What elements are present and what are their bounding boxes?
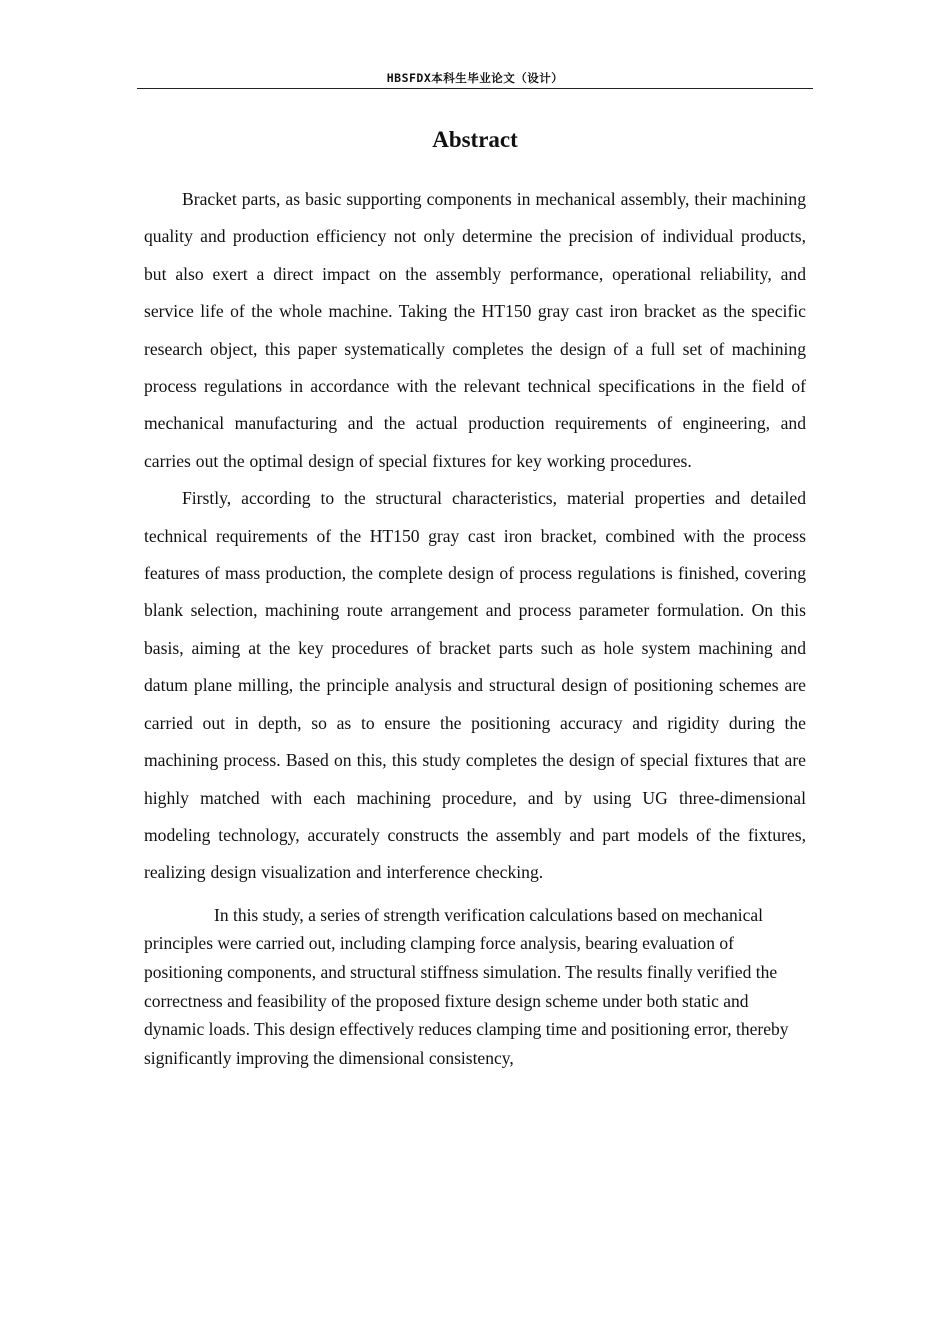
abstract-title: Abstract <box>432 127 518 152</box>
paragraph-1: Bracket parts, as basic supporting components in mechanical assembly, their machining quality and production efficiency not only determine the precision of individual products, but also exert a direct impact on the assembly performance, operational reliability, and service life of the whole machine. Taking the HT150 gray cast iron bracket as the specific research object, this paper systematically completes the design of a full set of machining process regulations in accordance with the relevant technical specifications in the field of mechanical manufacturing and the actual production requirements of engineering, and carries out the optimal design of special fixtures for key working procedures. <box>144 189 806 471</box>
paragraph-3: In this study, a series of strength verification calculations based on mechanical principles were carried out, including clamping force analysis, bearing evaluation of positioning components, and structural stiffness simulation. The results finally verified the correctness and feasibility of the proposed fixture design scheme under both static and dynamic loads. This design effectively reduces clamping time and positioning error, thereby significantly improving the dimensional consistency, <box>144 904 789 1068</box>
paragraph-2: Firstly, according to the structural characteristics, material properties and detailed technical requirements of the HT150 gray cast iron bracket, combined with the process features of mass production, the complete design of process regulations is finished, covering blank selection, machining route arrangement and process parameter formulation. On this basis, aiming at the key procedures of bracket parts such as hole system machining and datum plane milling, the principle analysis and structural design of positioning schemes are carried out in depth, so as to ensure the positioning accuracy and rigidity during the machining process. Based on this, this study completes the design of special fixtures that are highly matched with each machining procedure, and by using UG three-dimensional modeling technology, accurately constructs the assembly and part models of the fixtures, realizing design visualization and interference checking. <box>144 488 806 883</box>
page-header: HBSFDX本科生毕业论文（设计） <box>137 70 813 89</box>
abstract-body <box>144 181 806 1072</box>
